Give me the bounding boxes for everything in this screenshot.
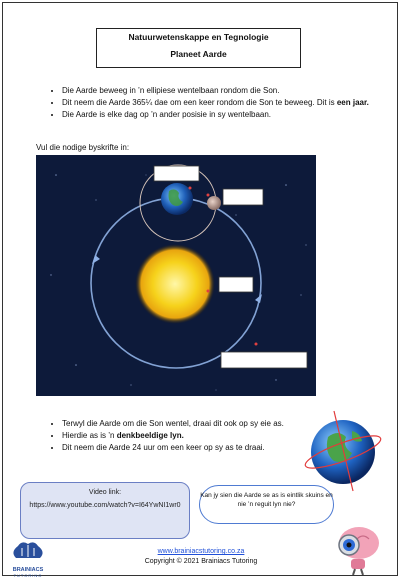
fact-list-orbit bbox=[50, 85, 370, 121]
website-link[interactable]: www.brainiacstutoring.co.za bbox=[157, 548, 245, 555]
topic-title: Planeet Aarde bbox=[170, 49, 227, 59]
logo-tagline: TUTORING bbox=[13, 573, 43, 578]
fact-list-axis bbox=[50, 418, 310, 454]
subject-title: Natuurwetenskappe en Tegnologie bbox=[128, 32, 269, 42]
fact-item: • Dit neem die Aarde 24 uur om een keer op sy as te draai. bbox=[62, 442, 310, 453]
pointer-dot bbox=[207, 290, 210, 293]
speech-bubble bbox=[199, 485, 334, 524]
fact-item: • Die Aarde beweeg in ’n ellipiese wentelbaan rondom die Son. bbox=[62, 85, 370, 96]
instruction-text: Vul die nodige byskrifte in: bbox=[36, 143, 130, 152]
fact-item: • Dit neem die Aarde 365¼ dae om een keer rondom die Son te beweeg. Dit is een jaar. bbox=[62, 97, 370, 108]
fact-item: • Terwyl die Aarde om die Son wentel, draai dit ook op sy eie as. bbox=[62, 418, 310, 429]
label-box-sun bbox=[219, 277, 253, 292]
copyright-text: Copyright © 2021 Brainiacs Tutoring bbox=[144, 558, 258, 565]
pointer-dot bbox=[189, 187, 192, 190]
logo-name: BRAINIACS bbox=[12, 567, 44, 573]
orbit-diagram bbox=[36, 155, 316, 396]
pointer-dot bbox=[255, 343, 258, 346]
label-box-moon bbox=[223, 189, 263, 205]
fact-item: • Die Aarde is elke dag op ’n ander posisie in sy wentelbaan. bbox=[62, 109, 370, 120]
video-url[interactable]: https://www.youtube.com/watch?v=I64YwNI1wr0 bbox=[29, 502, 181, 509]
tilted-earth-illustration bbox=[300, 407, 386, 493]
speech-bubble-text: Kan jy sien die Aarde se as is eintlik skuins en nie ’n reguit lyn nie? bbox=[200, 492, 333, 508]
fact-item: • Hierdie as is ’n denkbeeldige lyn. bbox=[62, 430, 310, 441]
brainiacs-logo bbox=[8, 540, 48, 578]
sun bbox=[135, 244, 215, 324]
title-box bbox=[96, 28, 301, 68]
video-link-box[interactable] bbox=[20, 482, 190, 539]
brain-mascot-icon bbox=[325, 515, 385, 575]
label-box-earth bbox=[154, 166, 199, 181]
moon bbox=[207, 196, 221, 210]
video-label: Video link: bbox=[88, 489, 122, 496]
label-box-orbit bbox=[221, 352, 307, 368]
pointer-dot bbox=[207, 194, 210, 197]
